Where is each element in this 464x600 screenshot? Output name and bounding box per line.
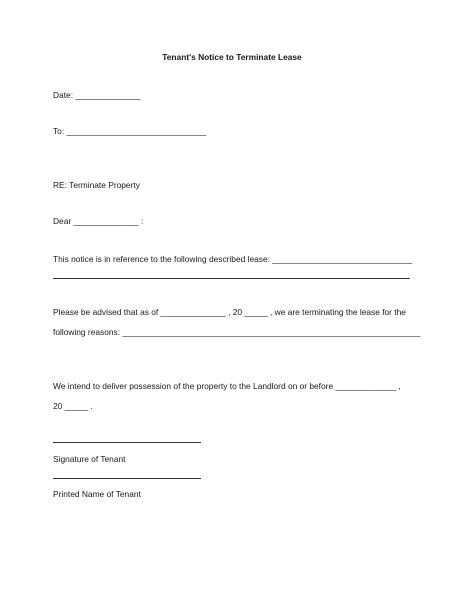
document-title: Tenant's Notice to Terminate Lease [162, 52, 302, 62]
termination-date-line: Please be advised that as of ______________ , 20 _____ , we are terminating the lease for the [53, 307, 406, 317]
possession-year-line: 20 _____ . [53, 401, 93, 411]
signature-label: Signature of Tenant [53, 454, 126, 464]
signature-blank [53, 442, 201, 443]
possession-line: We intend to deliver possession of the property to the Landlord on or before _____________ , [53, 381, 401, 391]
lease-description-blank [53, 278, 410, 279]
re-line: RE: Terminate Property [53, 180, 140, 190]
lease-reference-line: This notice is in reference to the following described lease: ______________________________ [53, 254, 412, 264]
to-line: To: ______________________________ [53, 126, 207, 136]
date-line: Date: ______________ [53, 90, 141, 100]
printed-name-blank [53, 478, 201, 479]
salutation-line: Dear ______________ : [53, 216, 144, 226]
printed-name-label: Printed Name of Tenant [53, 489, 141, 499]
reasons-line: following reasons: ________________________________________________________________ [53, 327, 421, 337]
